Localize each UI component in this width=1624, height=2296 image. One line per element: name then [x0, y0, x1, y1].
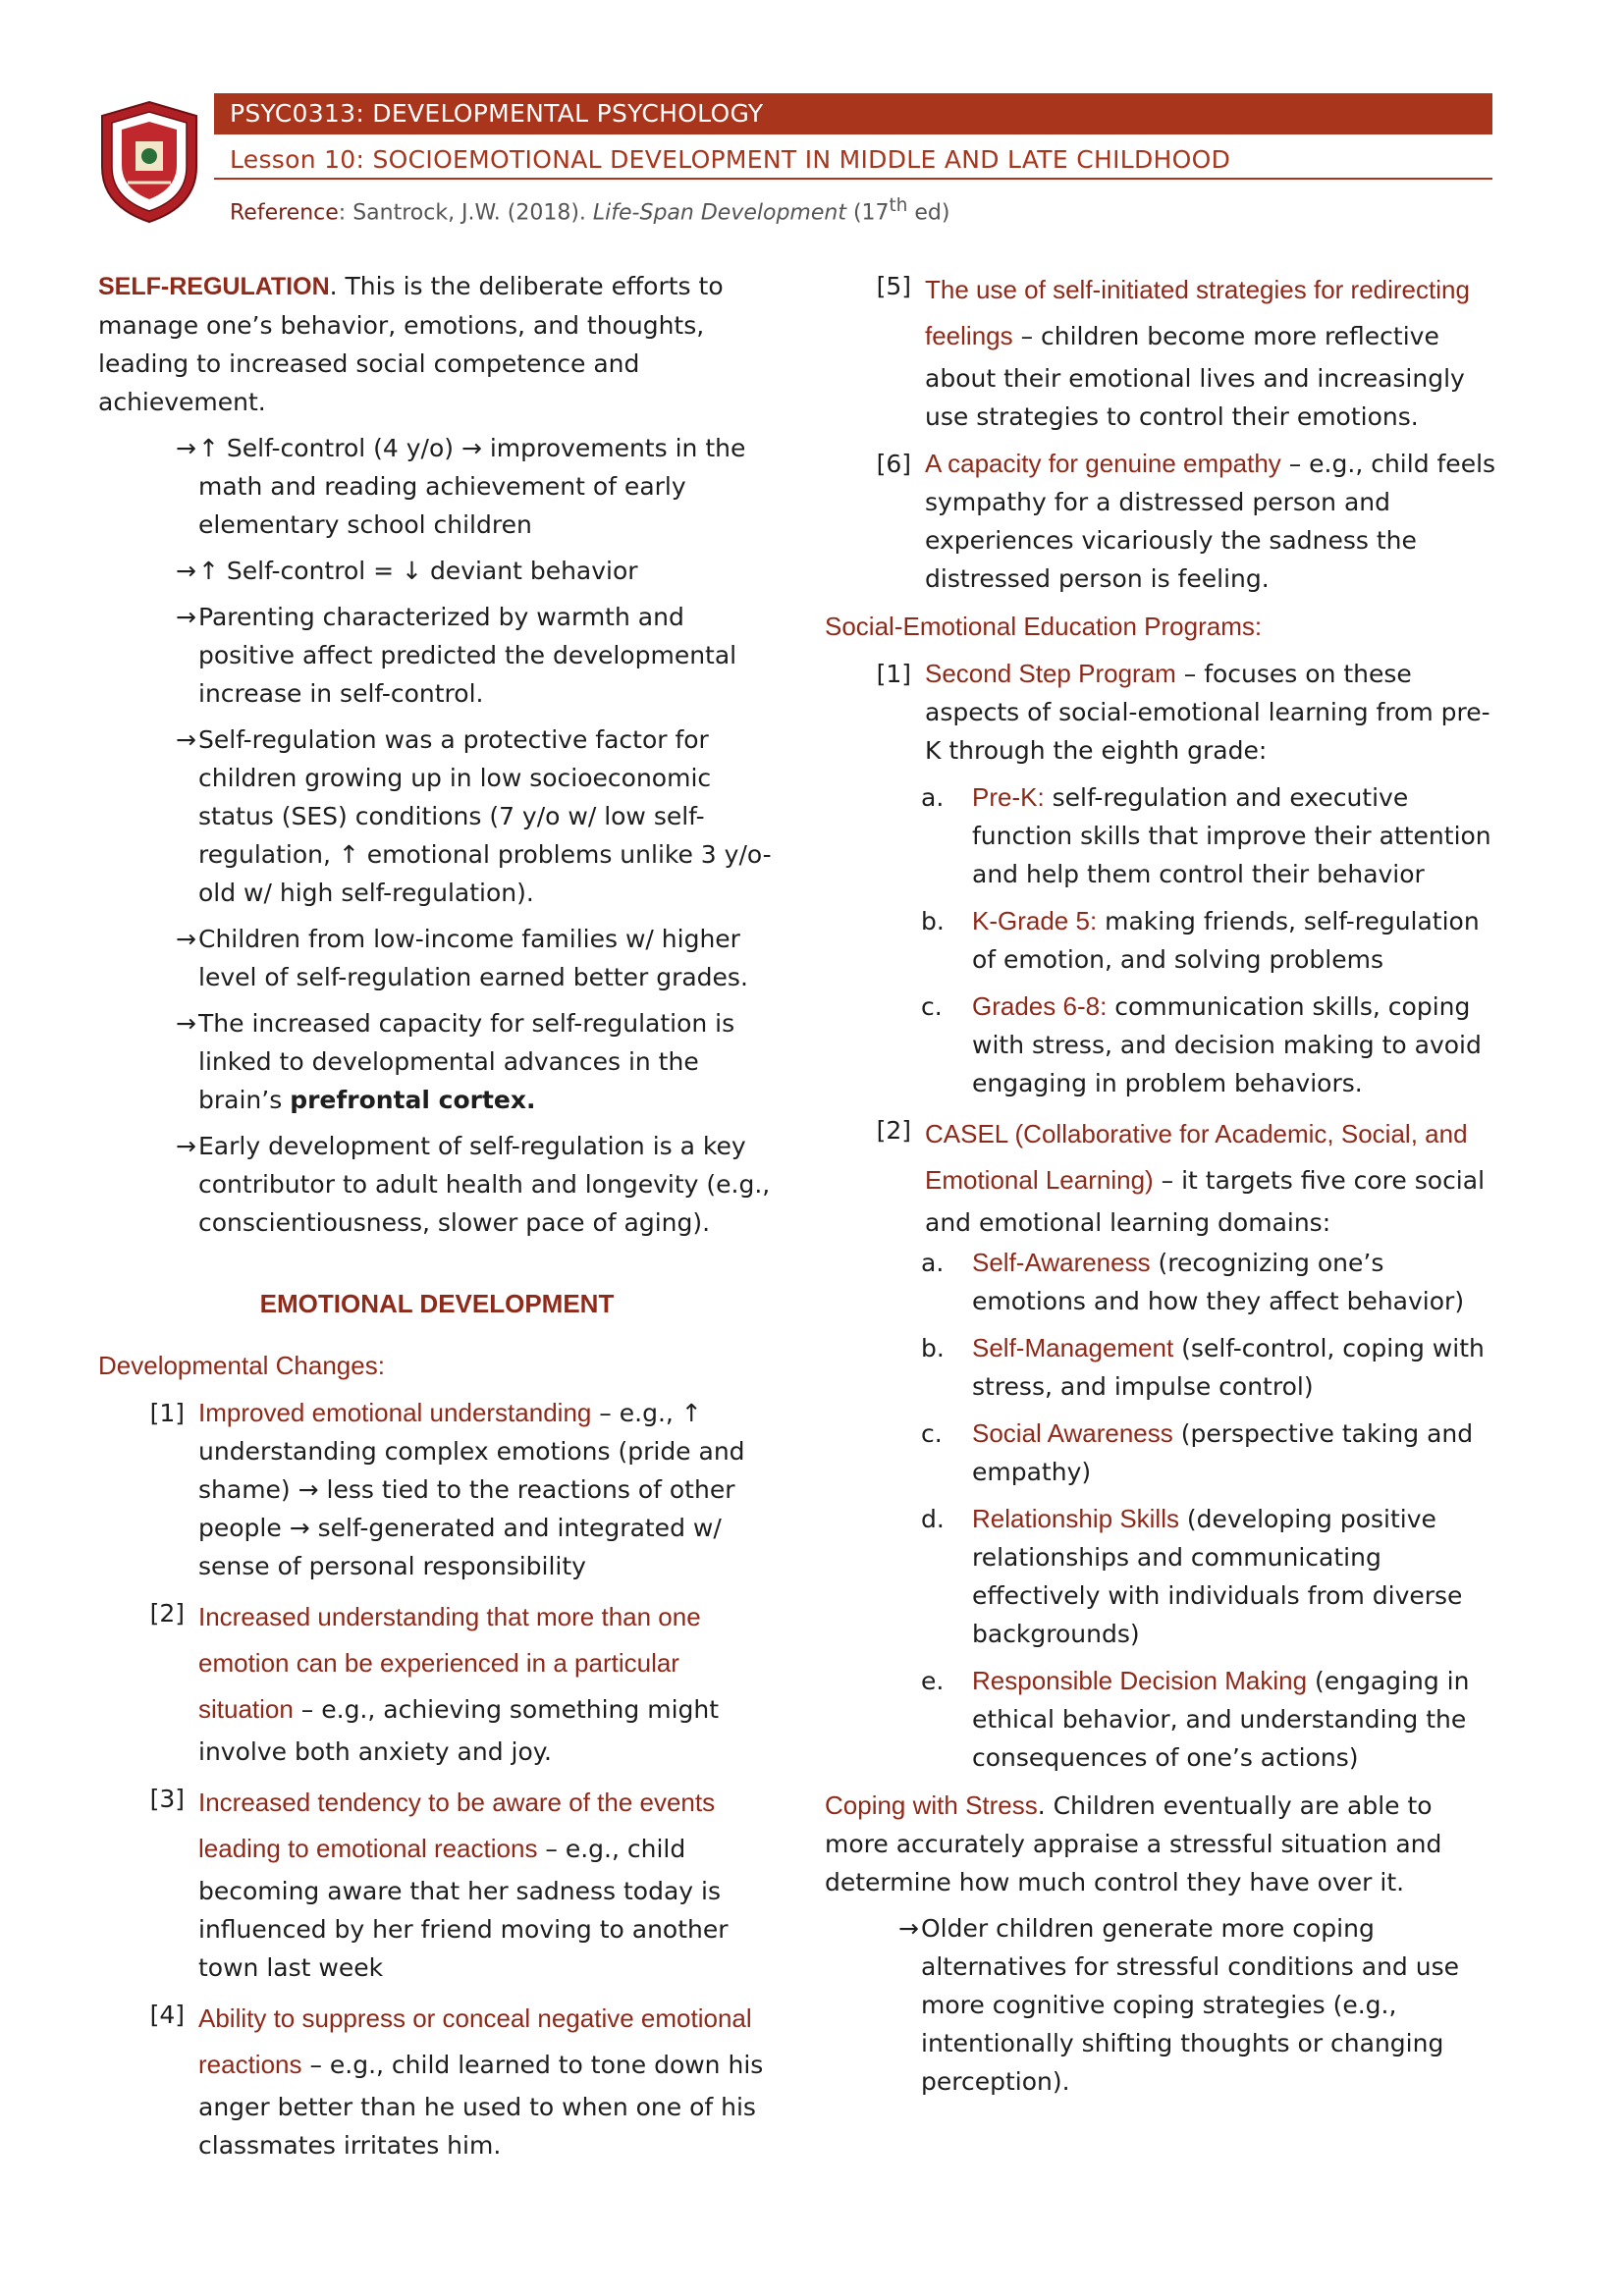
list-item	[825, 655, 1502, 770]
item-text: – it targets five core social and emotional learning domains:	[925, 1166, 1486, 1237]
item-number: [5]	[876, 272, 911, 300]
item-number: [3]	[149, 1785, 185, 1813]
coping-term: Coping with Stress	[825, 1790, 1038, 1820]
programs-heading: Social-Emotional Education Programs:	[825, 612, 1263, 641]
item-text: – e.g., child becoming aware that her sadness today is influenced by her friend moving to another town last week	[198, 1835, 729, 1982]
sub-list-item	[825, 988, 1502, 1102]
sub-item-text: self-regulation and executive function skills that improve their attention and help them control their behavior	[972, 783, 1491, 888]
sub-list-item	[825, 1662, 1502, 1777]
sub-item-letter: d.	[921, 1505, 945, 1533]
section-title: EMOTIONAL DEVELOPMENT	[259, 1289, 615, 1318]
arrow-icon: →	[176, 1132, 196, 1160]
list-item	[98, 598, 776, 713]
bullet-text: ↑ Self-control (4 y/o) → improvements in the math and reading achievement of early elementary school children	[198, 434, 746, 539]
sub-item-letter: c.	[921, 1419, 943, 1448]
coping-paragraph	[825, 1787, 1502, 1901]
reference-edition: (17	[845, 200, 890, 226]
arrow-icon: →	[176, 925, 196, 953]
item-key: CASEL (Collaborative for Academic, Social, and Emotional Learning)	[925, 1119, 1468, 1195]
item-text: – children become more reflective about their emotional lives and increasingly use strategies to control their emotions.	[925, 322, 1465, 431]
bullet-text: Parenting characterized by warmth and positive affect predicted the developmental increase in self-control.	[198, 603, 737, 708]
item-number: [2]	[876, 1116, 911, 1145]
sub-item-letter: a.	[921, 783, 945, 812]
item-number: [1]	[149, 1399, 185, 1427]
sub-item-text: making friends, self-regulation of emotion, and solving problems	[972, 907, 1480, 974]
bullet-text: Early development of self-regulation is a key contributor to adult health and longevity (e.g., conscientiousness, slower pace of aging).	[198, 1132, 771, 1237]
prefrontal-cortex-term: prefrontal cortex.	[290, 1086, 536, 1114]
list-item	[98, 1996, 776, 2164]
list-item	[98, 920, 776, 996]
course-title-bar: PSYC0313: DEVELOPMENTAL PSYCHOLOGY	[214, 93, 1492, 134]
sub-list-item	[825, 1415, 1502, 1491]
sub-item-key: Responsible Decision Making	[972, 1666, 1308, 1695]
list-item	[98, 1780, 776, 1987]
left-column	[98, 267, 776, 2164]
sub-item-text: communication skills, coping with stress, and decision making to avoid engaging in problem behaviors.	[972, 992, 1482, 1097]
arrow-icon: →	[898, 1914, 919, 1943]
sub-item-key: Grades 6-8:	[972, 991, 1108, 1021]
sub-item-text: (developing positive relationships and communicating effectively with individuals from diverse backgrounds)	[972, 1505, 1463, 1648]
reference-edition-suffix: th	[889, 195, 908, 216]
sub-list-item	[825, 778, 1502, 893]
developmental-changes-heading: Developmental Changes:	[98, 1351, 385, 1380]
arrow-icon: →	[176, 557, 196, 585]
reference-citation: : Santrock, J.W. (2018).	[338, 200, 593, 226]
item-key: Improved emotional understanding	[198, 1398, 592, 1427]
sub-item-letter: b.	[921, 907, 945, 935]
list-item	[825, 1909, 1502, 2101]
sub-list-item	[825, 1329, 1502, 1406]
list-item	[98, 1004, 776, 1119]
list-item	[98, 429, 776, 544]
sub-item-text: (recognizing one’s emotions and how they affect behavior)	[972, 1249, 1465, 1315]
sub-item-letter: a.	[921, 1249, 945, 1277]
reference-book-title: Life-Span Development	[592, 200, 846, 226]
sub-item-letter: e.	[921, 1667, 945, 1695]
item-number: [2]	[149, 1599, 185, 1628]
item-text: – e.g., ↑ understanding complex emotions (pride and shame) → less tied to the reactions of other people → self-generated and integrated w/ sense of personal responsibility	[198, 1399, 745, 1580]
item-number: [6]	[876, 450, 911, 478]
item-text: – e.g., achieving something might involve both anxiety and joy.	[198, 1695, 720, 1766]
sub-item-text: (engaging in ethical behavior, and understanding the consequences of one’s actions)	[972, 1667, 1470, 1772]
bullet-text: ↑ Self-control = ↓ deviant behavior	[198, 557, 638, 585]
item-number: [1]	[876, 660, 911, 688]
self-regulation-definition: . This is the deliberate efforts to manage one’s behavior, emotions, and thoughts, leading to increased social competence and achievement.	[98, 272, 724, 416]
reference-edition-end: ed)	[907, 200, 950, 226]
sub-list-item	[825, 1244, 1502, 1320]
item-text: – focuses on these aspects of social-emotional learning from pre-K through the eighth grade:	[925, 660, 1490, 765]
list-item	[825, 445, 1502, 598]
coping-text: . Children eventually are able to more accurately appraise a stressful situation and determine how much control they have over it.	[825, 1791, 1442, 1896]
sub-item-key: Social Awareness	[972, 1418, 1173, 1448]
arrow-icon: →	[176, 1009, 196, 1038]
list-item	[98, 552, 776, 590]
item-key: The use of self-initiated strategies for redirecting feelings	[925, 275, 1470, 350]
sub-item-key: K-Grade 5:	[972, 906, 1098, 935]
item-key: Increased tendency to be aware of the events leading to emotional reactions	[198, 1788, 716, 1863]
bullet-text-part: The increased capacity for self-regulation is linked to developmental advances in the brain’s	[198, 1009, 735, 1114]
lesson-title: Lesson 10: SOCIOEMOTIONAL DEVELOPMENT IN MIDDLE AND LATE CHILDHOOD	[214, 140, 1492, 180]
sub-item-key: Self-Management	[972, 1333, 1174, 1362]
sub-item-letter: b.	[921, 1334, 945, 1362]
list-item	[825, 1111, 1502, 1242]
item-key: Second Step Program	[925, 659, 1176, 688]
bullet-text: Self-regulation was a protective factor for children growing up in low socioeconomic status (SES) conditions (7 y/o w/ low self-regulation, ↑ emotional problems unlike 3 y/o-old w/ high self-regulation).	[198, 725, 772, 907]
arrow-icon: →	[176, 725, 196, 754]
self-regulation-term: SELF-REGULATION	[98, 273, 330, 300]
list-item	[98, 1127, 776, 1242]
sub-item-key: Relationship Skills	[972, 1504, 1179, 1533]
sub-item-key: Self-Awareness	[972, 1248, 1151, 1277]
bullet-text: Older children generate more coping alternatives for stressful conditions and use more cognitive coping strategies (e.g., intentionally shifting thoughts or changing perception).	[921, 1914, 1459, 2096]
list-item	[98, 1394, 776, 1585]
sub-list-item	[825, 902, 1502, 979]
sub-item-text: (perspective taking and empathy)	[972, 1419, 1474, 1486]
reference-label: Reference	[230, 200, 339, 226]
university-seal-icon	[98, 98, 201, 226]
item-key: Increased understanding that more than one emotion can be experienced in a particular situation	[198, 1602, 701, 1724]
item-text: – e.g., child learned to tone down his anger better than he used to when one of his classmates irritates him.	[198, 2051, 764, 2160]
item-number: [4]	[149, 2001, 185, 2029]
list-item	[98, 721, 776, 912]
sub-item-key: Pre-K:	[972, 782, 1045, 812]
reference-line	[230, 195, 949, 225]
item-key: A capacity for genuine empathy	[925, 449, 1281, 478]
bullet-text: Children from low-income families w/ higher level of self-regulation earned better grades.	[198, 925, 748, 991]
list-item	[98, 1594, 776, 1771]
arrow-icon: →	[176, 603, 196, 631]
item-text: – e.g., child feels sympathy for a distressed person and experiences vicariously the sadness the distressed person is feeling.	[925, 450, 1496, 593]
self-regulation-intro	[98, 267, 776, 421]
page-header	[98, 93, 1492, 236]
arrow-icon: →	[176, 434, 196, 462]
sub-list-item	[825, 1500, 1502, 1653]
right-column	[825, 267, 1502, 2101]
list-item	[825, 267, 1502, 436]
item-key: Ability to suppress or conceal negative emotional reactions	[198, 2003, 752, 2079]
bullet-text	[198, 1004, 776, 1119]
sub-item-text: (self-control, coping with stress, and impulse control)	[972, 1334, 1485, 1401]
sub-item-letter: c.	[921, 992, 943, 1021]
